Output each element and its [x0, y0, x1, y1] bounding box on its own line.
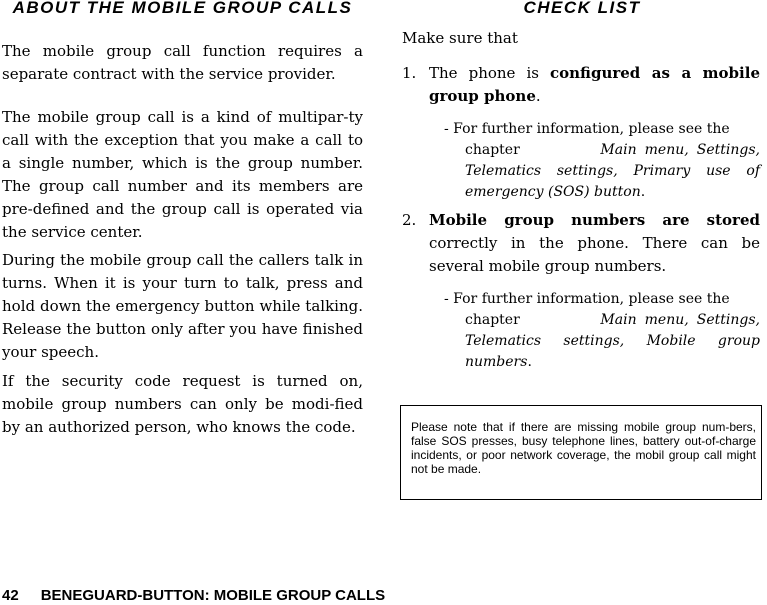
item-bold: Mobile group numbers are stored	[429, 211, 760, 229]
note-box: Please note that if there are missing mobile group num-bers, false SOS presses, busy telephone lines, battery out-of-charge incidents, or poor network coverage, the mobil group call might not be made.	[400, 405, 762, 500]
reference-path: Main menu, Settings, Telematics settings, Mobile group numbers	[465, 312, 760, 370]
left-heading: ABOUT THE MOBILE GROUP CALLS	[12, 0, 353, 17]
reference-path: Main menu, Settings, Telematics settings, Primary use of emergency (SOS) button	[465, 142, 760, 200]
item-post: correctly in the phone. There can be several mobile group numbers.	[429, 234, 760, 275]
item-reference	[444, 289, 760, 373]
item-number: 2.	[402, 211, 417, 229]
paragraph-usage: During the mobile group call the callers talk in turns. When it is your turn to talk, press and hold down the emergency button while talking. Release the button only after you have finished your speech.	[2, 251, 363, 361]
reference-chapter: chapter	[465, 142, 520, 158]
item-post: .	[535, 87, 541, 105]
reference-body	[465, 140, 760, 203]
checklist-intro: Make sure that	[402, 29, 518, 47]
footer-title: BENEGUARD-BUTTON: MOBILE GROUP CALLS	[40, 587, 386, 604]
item-text	[429, 62, 760, 108]
paragraph-definition: The mobile group call is a kind of multipar-ty call with the exception that you make a call to a single number, which is the group number. The group call number and its members are pre-defined and the group call is operated via the service center.	[2, 108, 363, 241]
right-column	[402, 0, 762, 370]
checklist-item	[402, 209, 760, 278]
reference-end: .	[527, 354, 532, 370]
reference-end: .	[640, 184, 646, 200]
paragraph-contract: The mobile group call function requires a separate contract with the service provider.	[2, 42, 363, 83]
right-heading: CHECK LIST	[523, 0, 641, 17]
item-reference	[444, 119, 760, 203]
reference-lead: - For further information, please see the	[444, 291, 730, 307]
item-number: 1.	[402, 64, 417, 82]
item-pre: The phone is	[429, 64, 551, 82]
reference-body	[465, 310, 760, 373]
item-text	[429, 209, 760, 278]
paragraph-security: If the security code request is turned on, mobile group numbers can only be modi-fied by an authorized person, who knows the code.	[2, 372, 363, 436]
left-column	[2, 0, 363, 436]
reference-lead: - For further information, please see the	[444, 121, 730, 137]
item-bold: configured as a mobile group phone	[429, 64, 760, 105]
page-footer	[2, 587, 385, 605]
checklist-item	[402, 62, 760, 108]
reference-chapter: chapter	[465, 312, 520, 328]
page-number: 42	[2, 587, 19, 604]
